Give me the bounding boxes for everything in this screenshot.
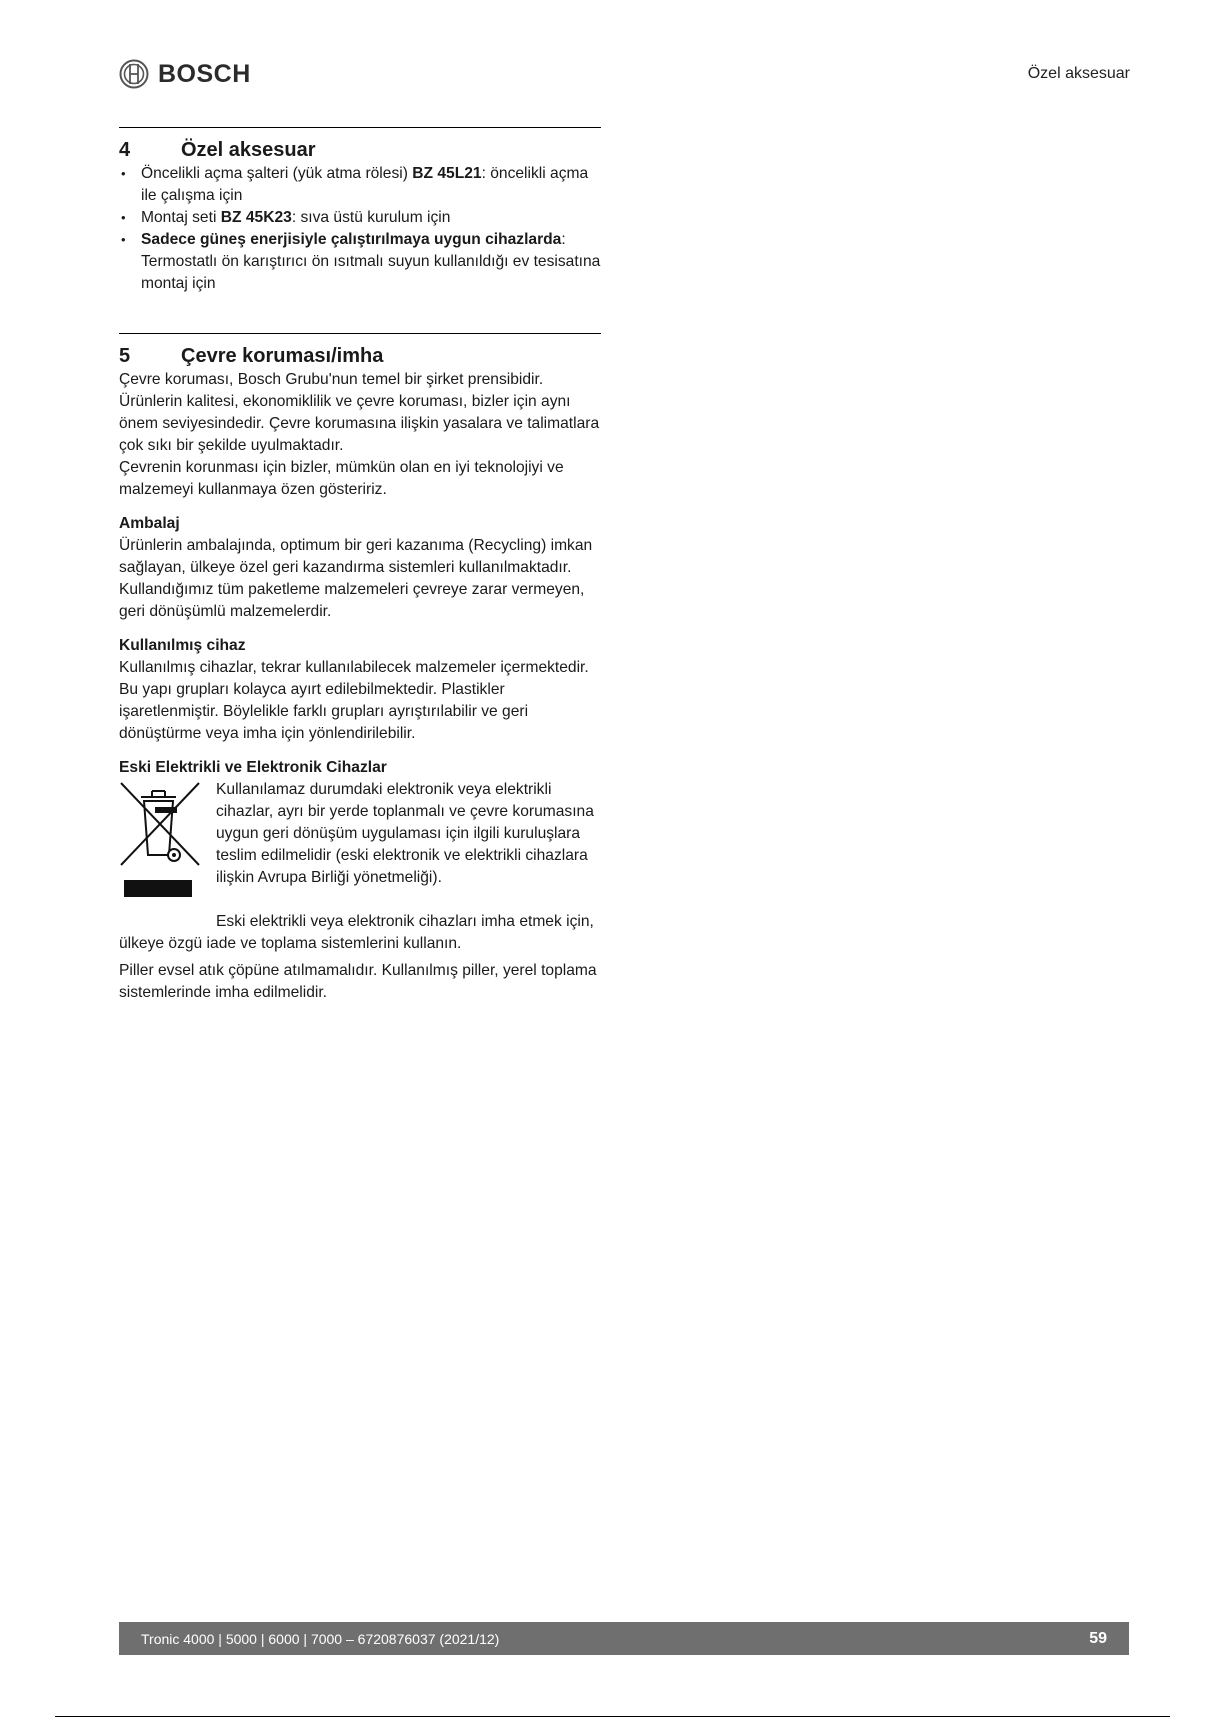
section-divider <box>119 127 601 128</box>
list-item: • Öncelikli açma şalteri (yük atma rölesi) BZ 45L21: öncelikli açma ile çalışma için <box>119 163 601 207</box>
accessory-list <box>119 163 601 295</box>
weee-heading: Eski Elektrikli ve Elektronik Cihazlar <box>119 759 387 776</box>
section-title: Çevre koruması/imha <box>181 345 384 367</box>
used-device-heading: Kullanılmış cihaz <box>119 637 246 654</box>
section-4-heading <box>119 137 601 163</box>
running-header: Özel aksesuar <box>1027 65 1130 82</box>
intro-paragraph: Ürünlerin kalitesi, ekonomiklilik ve çevre koruması, bizler için aynı önem seviyesindedir. Çevre korumasına ilişkin yasalara ve talimatlara çok sıkı bir şekilde uyulmaktadır. <box>119 393 600 454</box>
page-number: 59 <box>1089 1629 1107 1647</box>
packaging-text: Ürünlerin ambalajında, optimum bir geri kazanıma (Recycling) imkan sağlayan, ülkeye özel geri kazandırma sistemleri kullanılmaktadır. Kullandığımız tüm paketleme malzemeleri çevreye zarar vermeyen, geri dönüşümlü malzemelerdir. <box>119 537 593 620</box>
section-5-heading <box>119 343 601 369</box>
batteries-text: Piller evsel atık çöpüne atılmamalıdır. Kullanılmış piller, yerel toplama sistemlerinde imha edilmelidir. <box>119 962 597 1001</box>
section-4 <box>119 127 601 295</box>
section-title: Özel aksesuar <box>181 139 316 161</box>
weee-text: Kullanılamaz durumdaki elektronik veya elektrikli cihazlar, ayrı bir yerde toplanmalı ve çevre korumasına uygun geri dönüşüm uygulaması için ilgili kuruluşlara teslim edilmelidir (eski elektronik ve elektrikli cihazlara ilişkin Avrupa Birliği yönetmeliği). <box>216 781 594 886</box>
used-device-text: Kullanılmış cihazlar, tekrar kullanılabilecek malzemeler içermektedir. Bu yapı grupları kolayca ayırt edilebilmektedir. Plastikler işaretlenmiştir. Böylelikle farklı grupları ayrıştırılabilir ve geri dönüştürme veya imha için yönlendirilebilir. <box>119 659 589 742</box>
brand-name: BOSCH <box>158 59 251 88</box>
page-footer <box>119 1622 1129 1655</box>
section-number: 4 <box>119 139 131 161</box>
document-reference: Tronic 4000 | 5000 | 6000 | 7000 – 6720876037 (2021/12) <box>141 1630 500 1647</box>
list-item: • Sadece güneş enerjisiyle çalıştırılmaya uygun cihazlarda: Termostatlı ön karıştırıcı ön ısıtmalı suyun kullanıldığı ev tesisatına montaj için <box>119 229 601 295</box>
list-item: • Montaj seti BZ 45K23: sıva üstü kurulum için <box>119 207 601 229</box>
brand-logo <box>119 59 251 89</box>
weee-disposal-text: Eski elektrikli veya elektronik cihazları imha etmek için, ülkeye özgü iade ve toplama sistemlerini kullanın. <box>119 913 594 952</box>
section-divider <box>119 333 601 334</box>
page-bottom-rule <box>55 1716 1170 1717</box>
intro-paragraph: Çevre koruması, Bosch Grubu'nun temel bir şirket prensibidir. <box>119 371 544 388</box>
intro-paragraph: Çevrenin korunması için bizler, mümkün olan en iyi teknolojiyi ve malzemeyi kullanmaya özen gösteririz. <box>119 459 564 498</box>
bosch-armature-icon <box>119 59 149 89</box>
section-number: 5 <box>119 345 131 367</box>
crossed-out-wheelie-bin-icon <box>119 779 203 899</box>
weee-block <box>119 779 601 906</box>
packaging-heading: Ambalaj <box>119 515 180 532</box>
section-5 <box>119 333 601 1004</box>
